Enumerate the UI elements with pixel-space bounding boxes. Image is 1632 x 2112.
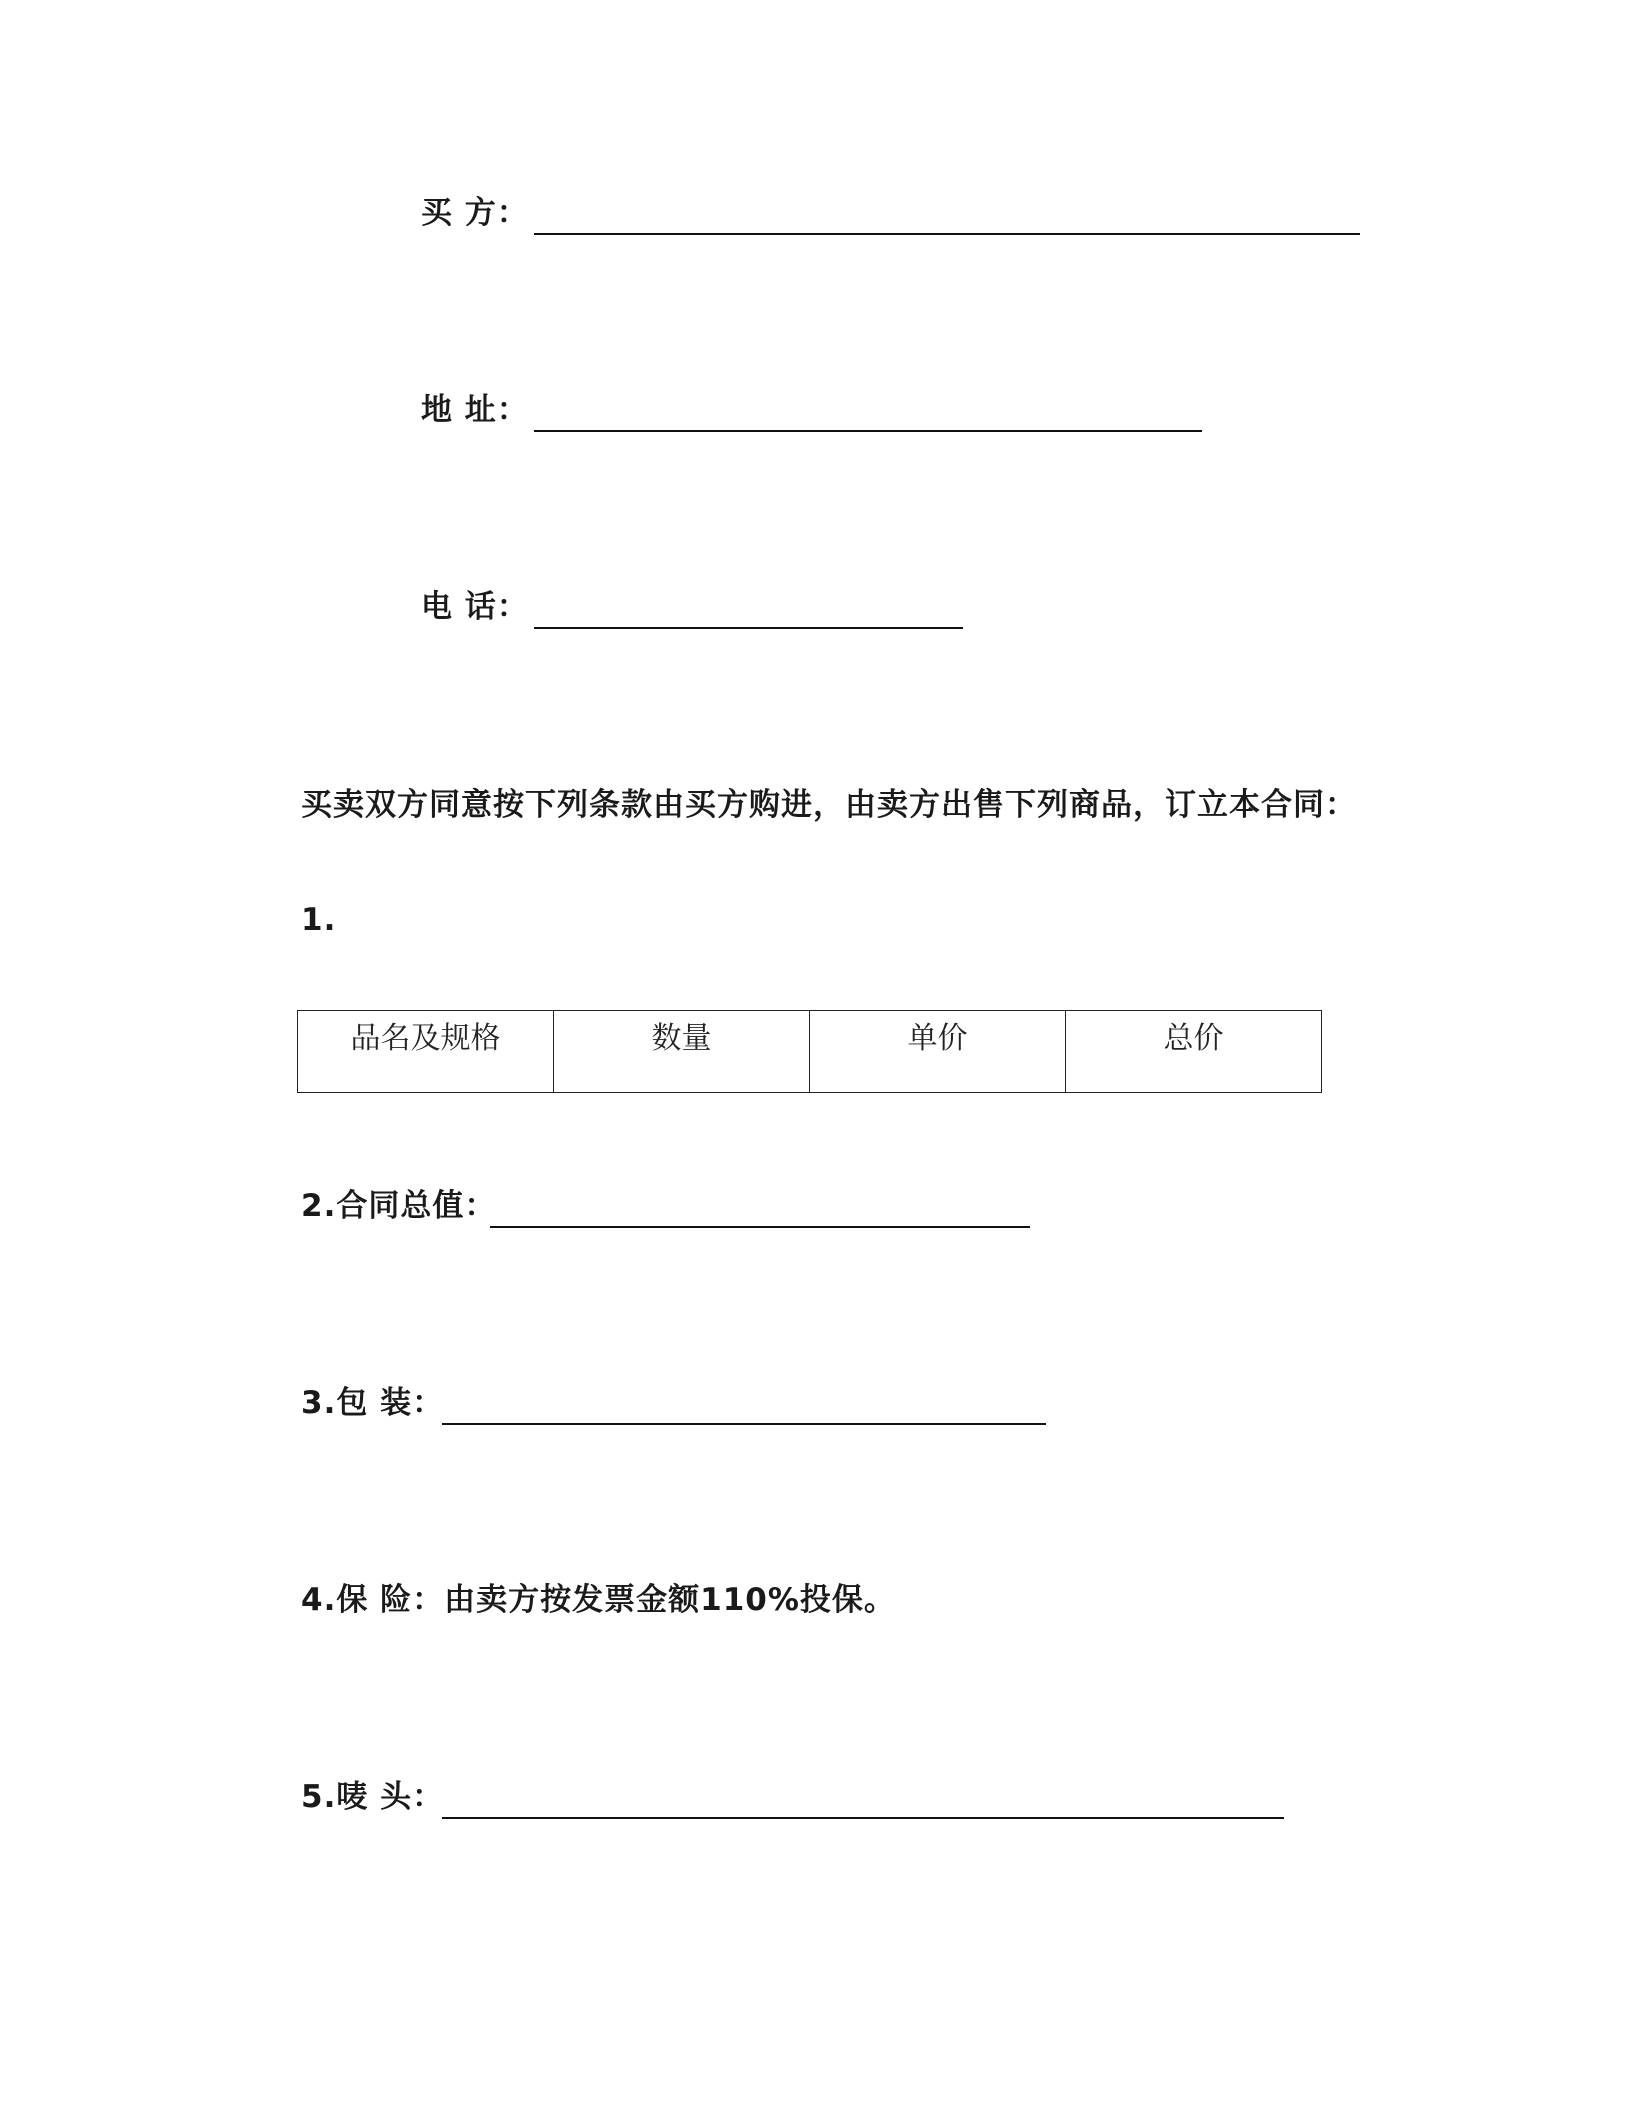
goods-table-header-row [298,1011,1322,1093]
header-unit-price: 单价 [810,1011,1066,1093]
contract-intro: 买卖双方同意按下列条款由买方购进，由卖方出售下列商品，订立本合同： [301,787,1357,823]
shipping-marks-label: 5.唛 头： [301,1779,445,1815]
packing-blank[interactable] [442,1423,1046,1425]
buyer-phone-blank[interactable] [534,627,963,629]
buyer-phone-label: 电 话： [421,589,529,625]
header-total-price: 总价 [1066,1011,1322,1093]
total-value-label: 2.合同总值： [301,1188,497,1224]
clause-1-number: 1. [301,902,337,938]
insurance-clause: 4.保 险：由卖方按发票金额110%投保。 [301,1582,896,1618]
header-quantity: 数量 [554,1011,810,1093]
packing-label: 3.包 装： [301,1385,445,1421]
header-product-spec: 品名及规格 [298,1011,554,1093]
shipping-marks-blank[interactable] [442,1817,1284,1819]
buyer-name-blank[interactable] [534,233,1360,235]
goods-table [297,1010,1322,1093]
total-value-blank[interactable] [490,1226,1030,1228]
buyer-address-blank[interactable] [534,430,1202,432]
buyer-address-label: 地 址： [421,392,529,428]
buyer-name-label: 买 方： [421,195,529,231]
